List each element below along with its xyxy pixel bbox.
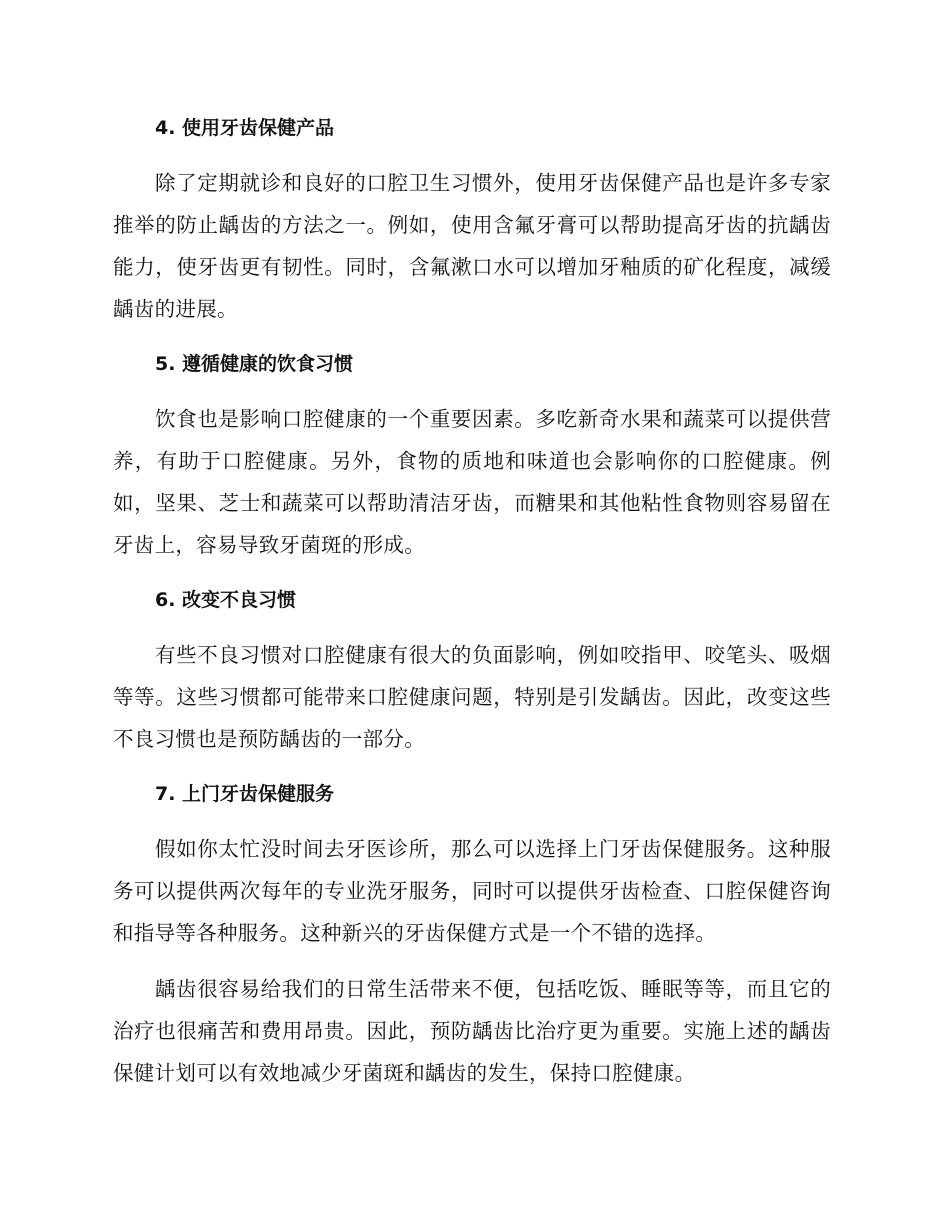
conclusion-paragraph: 龋齿很容易给我们的日常生活带来不便，包括吃饭、睡眠等等，而且它的治疗也很痛苦和费用昂贵。因此，预防龋齿比治疗更为重要。实施上述的龋齿保健计划可以有效地减少牙菌斑和龋齿的发生，保持口腔健康。 — [113, 977, 831, 1085]
section-heading-7: 7. 上门牙齿保健服务 — [155, 783, 335, 805]
section-heading-4: 4. 使用牙齿保健产品 — [155, 117, 335, 139]
section-heading-6: 6. 改变不良习惯 — [155, 589, 297, 611]
document-page — [113, 108, 831, 1094]
section-paragraph-4: 除了定期就诊和良好的口腔卫生习惯外，使用牙齿保健产品也是许多专家推举的防止龋齿的方法之一。例如，使用含氟牙膏可以帮助提高牙齿的抗龋齿能力，使牙齿更有韧性。同时，含氟漱口水可以增加牙釉质的矿化程度，减缓龋齿的进展。 — [113, 171, 831, 321]
section-paragraph-6: 有些不良习惯对口腔健康有很大的负面影响，例如咬指甲、咬笔头、吸烟等等。这些习惯都可能带来口腔健康问题，特别是引发龋齿。因此，改变这些不良习惯也是预防龋齿的一部分。 — [113, 643, 831, 751]
section-heading-5: 5. 遵循健康的饮食习惯 — [155, 353, 354, 375]
section-paragraph-7: 假如你太忙没时间去牙医诊所，那么可以选择上门牙齿保健服务。这种服务可以提供两次每年的专业洗牙服务，同时可以提供牙齿检查、口腔保健咨询和指导等各种服务。这种新兴的牙齿保健方式是一个不错的选择。 — [113, 837, 831, 945]
section-paragraph-5: 饮食也是影响口腔健康的一个重要因素。多吃新奇水果和蔬菜可以提供营养，有助于口腔健康。另外，食物的质地和味道也会影响你的口腔健康。例如，坚果、芝士和蔬菜可以帮助清洁牙齿，而糖果和其他粘性食物则容易留在牙齿上，容易导致牙菌斑的形成。 — [113, 407, 831, 557]
